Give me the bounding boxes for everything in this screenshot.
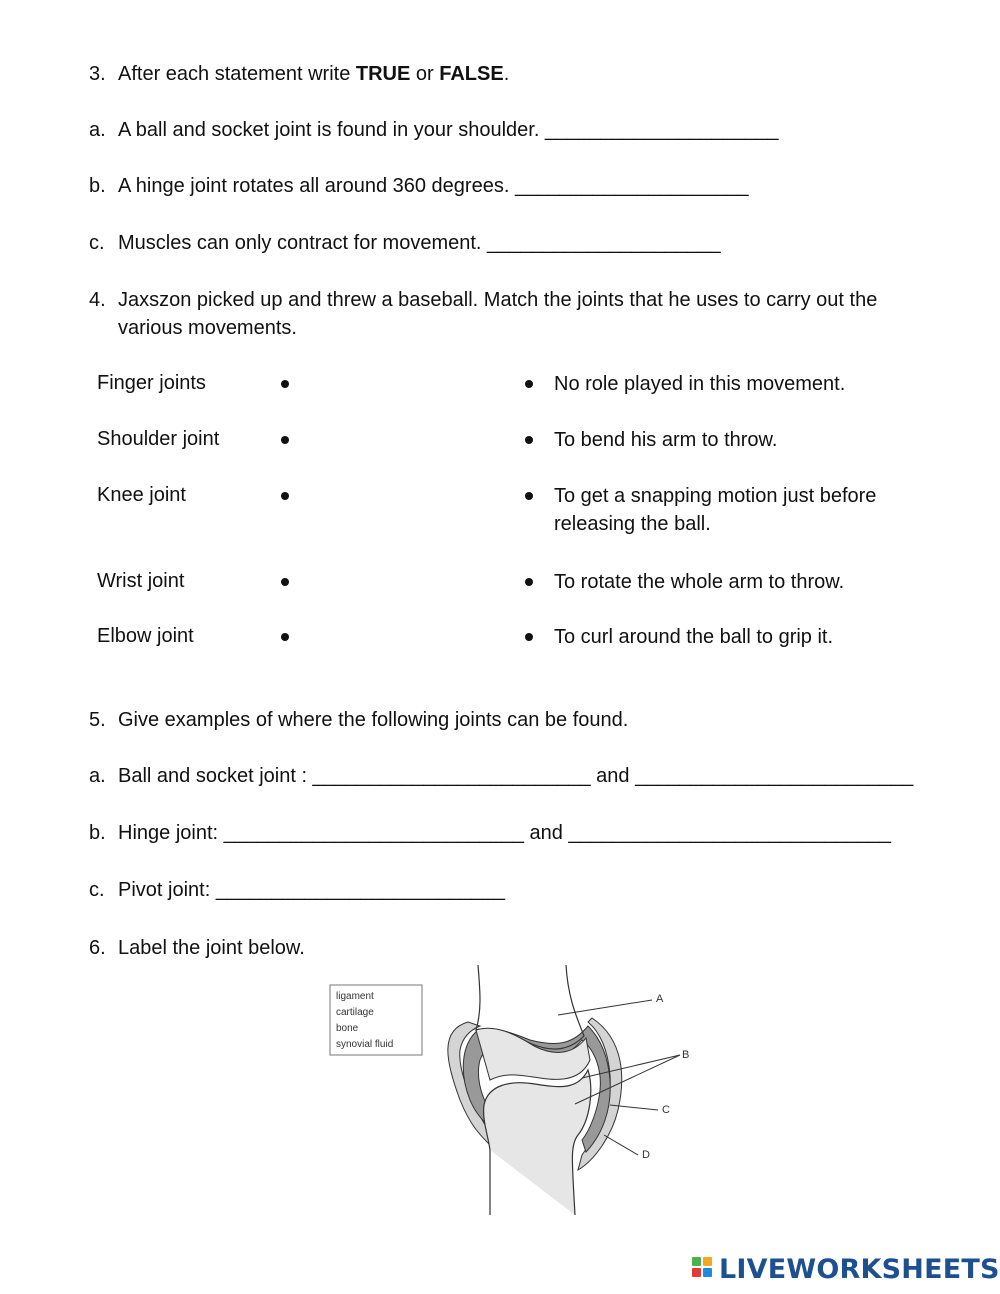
q5c-prompt[interactable]: Pivot joint: __________________________ bbox=[118, 879, 506, 901]
match-right-option: To curl around the ball to grip it. bbox=[554, 626, 834, 648]
q3-instruction: After each statement write TRUE or FALSE. bbox=[118, 63, 510, 85]
label-line-b2 bbox=[575, 1055, 680, 1104]
q3b-letter: b. bbox=[89, 175, 106, 197]
q6-number: 6. bbox=[89, 937, 106, 959]
match-left-dot[interactable] bbox=[281, 380, 289, 388]
label-b: B bbox=[682, 1049, 690, 1061]
logo-icon bbox=[692, 1257, 716, 1281]
word-bank-bone: bone bbox=[336, 1023, 359, 1034]
match-right-option: To rotate the whole arm to throw. bbox=[554, 571, 845, 593]
match-left-shoulder: Shoulder joint bbox=[97, 428, 220, 450]
match-left-dot[interactable] bbox=[281, 633, 289, 641]
match-left-knee: Knee joint bbox=[97, 484, 186, 506]
label-c: C bbox=[662, 1104, 670, 1116]
q5-number: 5. bbox=[89, 709, 106, 731]
q5a-prompt[interactable]: Ball and socket joint : _________________________ and _________________________ bbox=[118, 765, 914, 787]
match-right-dot[interactable] bbox=[525, 492, 533, 500]
q5b-letter: b. bbox=[89, 822, 106, 844]
q5b-prompt[interactable]: Hinge joint: ___________________________ and _____________________________ bbox=[118, 822, 891, 844]
match-left-dot[interactable] bbox=[281, 492, 289, 500]
match-right-dot[interactable] bbox=[525, 633, 533, 641]
q3a-statement[interactable]: A ball and socket joint is found in your shoulder. _____________________ bbox=[118, 119, 779, 141]
joint-diagram bbox=[320, 960, 700, 1220]
match-right-dot[interactable] bbox=[525, 436, 533, 444]
q6-instruction: Label the joint below. bbox=[118, 937, 305, 959]
q4-line2: various movements. bbox=[118, 317, 297, 339]
label-d: D bbox=[642, 1149, 650, 1161]
q3c-letter: c. bbox=[89, 232, 105, 254]
match-right-option: No role played in this movement. bbox=[554, 373, 846, 395]
label-line-d bbox=[604, 1135, 638, 1155]
word-bank-ligament: ligament bbox=[336, 991, 374, 1002]
q3b-statement[interactable]: A hinge joint rotates all around 360 degrees. _____________________ bbox=[118, 175, 749, 197]
word-bank-cartilage: cartilage bbox=[336, 1007, 374, 1018]
liveworksheets-logo[interactable] bbox=[692, 1252, 1000, 1286]
match-right-dot[interactable] bbox=[525, 380, 533, 388]
match-left-elbow: Elbow joint bbox=[97, 625, 194, 647]
match-left-finger: Finger joints bbox=[97, 372, 206, 394]
match-left-dot[interactable] bbox=[281, 578, 289, 586]
match-right-dot[interactable] bbox=[525, 578, 533, 586]
lower-bone bbox=[484, 1070, 591, 1215]
match-left-wrist: Wrist joint bbox=[97, 570, 185, 592]
q5a-letter: a. bbox=[89, 765, 106, 787]
q5c-letter: c. bbox=[89, 879, 105, 901]
word-bank-synovial-fluid: synovial fluid bbox=[336, 1039, 394, 1050]
match-left-dot[interactable] bbox=[281, 436, 289, 444]
label-a: A bbox=[656, 993, 664, 1005]
match-right-option: To bend his arm to throw. bbox=[554, 429, 778, 451]
upper-bone-end bbox=[476, 1028, 590, 1080]
q3a-letter: a. bbox=[89, 119, 106, 141]
q4-number: 4. bbox=[89, 289, 106, 311]
brand-name: LIVEWORKSHEETS bbox=[719, 1253, 1000, 1285]
q3c-statement[interactable]: Muscles can only contract for movement. _____________________ bbox=[118, 232, 721, 254]
q4-line1: Jaxszon picked up and threw a baseball. Match the joints that he uses to carry out the bbox=[118, 289, 878, 311]
match-right-option: To get a snapping motion just before releasing the ball. bbox=[554, 485, 877, 535]
q3-number: 3. bbox=[89, 63, 106, 85]
q5-instruction: Give examples of where the following joints can be found. bbox=[118, 709, 629, 731]
